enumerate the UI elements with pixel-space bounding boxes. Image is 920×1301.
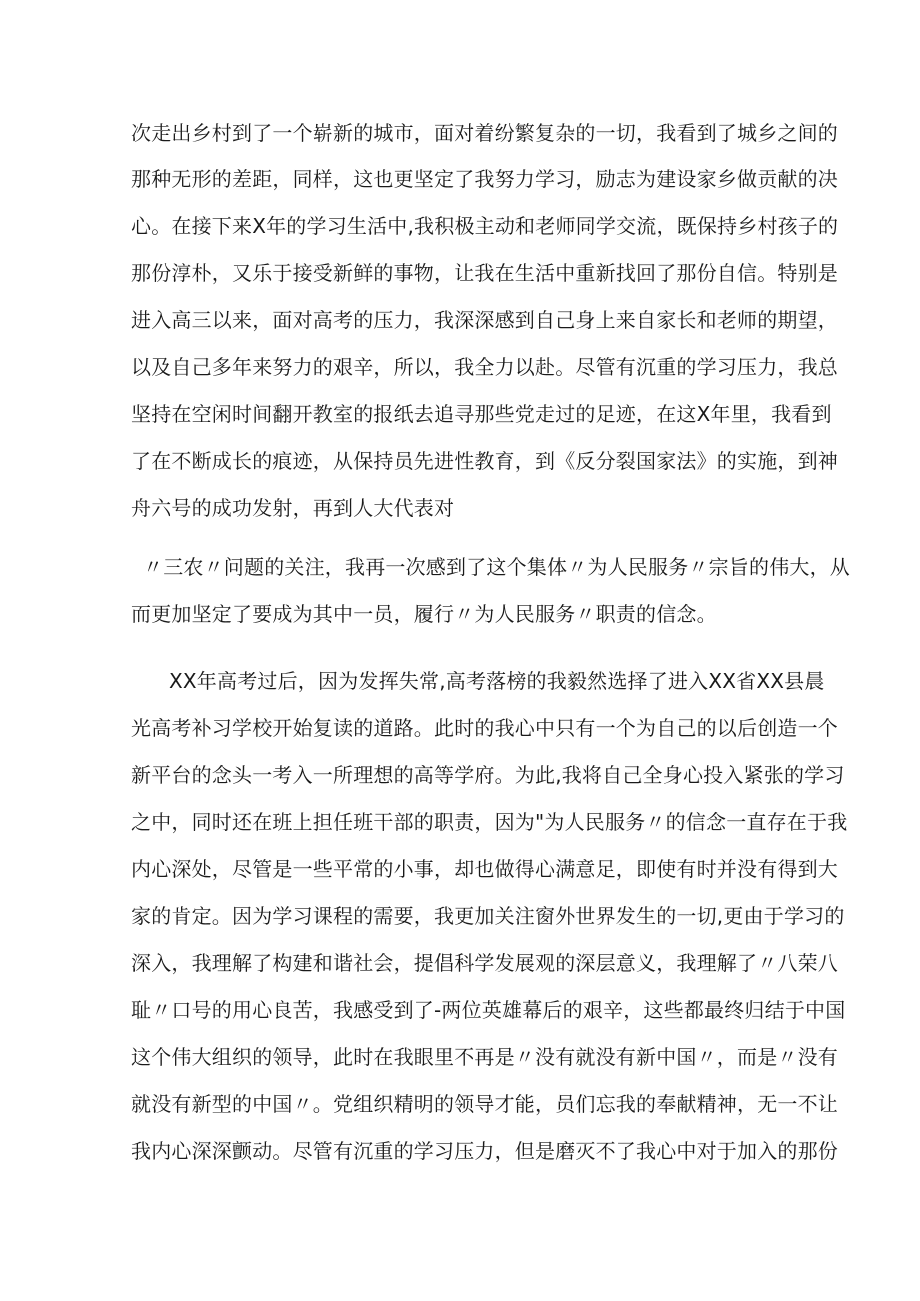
body-text-line: 那份淳朴，又乐于接受新鲜的事物，让我在生活中重新找回了那份自信。特别是 <box>131 261 838 285</box>
body-text-line: 次走出乡村到了一个崭新的城市，面对着纷繁复杂的一切，我看到了城乡之间的 <box>131 121 838 145</box>
body-text-line: 而更加坚定了要成为其中一员，履行〃为人民服务〃职责的信念。 <box>131 602 717 626</box>
body-text-line: 这个伟大组织的领导，此时在我眼里不再是〃没有就没有新中国〃，而是〃没有 <box>131 1045 838 1069</box>
body-text-line: 〃三农〃问题的关注，我再一次感到了这个集体〃为人民服务〃宗旨的伟大，从 <box>143 555 850 579</box>
body-text-line: 那种无形的差距，同样，这也更坚定了我努力学习，励志为建设家乡做贡献的决 <box>131 167 838 191</box>
body-text-line: 进入高三以来，面对高考的压力，我深深感到自己身上来自家长和老师的期望， <box>131 308 838 332</box>
body-text-line: 光高考补习学校开始复读的道路。此时的我心中只有一个为自己的以后创造一个 <box>131 716 838 740</box>
body-text-line: 就没有新型的中国〃。党组织精明的领导才能，员们忘我的奉献精神，无一不让 <box>131 1092 838 1116</box>
body-text-line: 家的肯定。因为学习课程的需要，我更加关注窗外世界发生的一切,更由于学习的 <box>131 904 845 928</box>
body-text-line: 耻〃口号的用心良苦，我感受到了-两位英雄幕后的艰辛，这些都最终归结于中国 <box>131 998 846 1022</box>
body-text-line: 深入，我理解了构建和谐社会，提倡科学发展观的深层意义，我理解了〃八荣八 <box>131 951 838 975</box>
body-text-line: 内心深处，尽管是一些平常的小事，却也做得心满意足，即使有时并没有得到大 <box>131 857 838 881</box>
body-text-line: 心。在接下来X年的学习生活中,我积极主动和老师同学交流，既保持乡村孩子的 <box>131 214 839 238</box>
body-text-line: XX年高考过后，因为发挥失常,高考落榜的我毅然选择了进入XX省XX县晨 <box>169 669 825 693</box>
body-text-line: 舟六号的成功发射，再到人大代表对 <box>131 496 455 520</box>
body-text-line: 了在不断成长的痕迹，从保持员先进性教育，到《反分裂国家法》的实施，到神 <box>131 449 838 473</box>
body-text-line: 我内心深深颤动。尽管有沉重的学习压力，但是磨灭不了我心中对于加入的那份 <box>131 1139 838 1163</box>
body-text-line: 以及自己多年来努力的艰辛，所以，我全力以赴。尽管有沉重的学习压力，我总 <box>131 355 838 379</box>
body-text-line: 之中，同时还在班上担任班干部的职责，因为"为人民服务〃的信念一直存在于我 <box>131 810 848 834</box>
body-text-line: 坚持在空闲时间翻开教室的报纸去追寻那些党走过的足迹，在这X年里，我看到 <box>131 402 832 426</box>
body-text-line: 新平台的念头一考入一所理想的高等学府。为此,我将自己全身心投入紧张的学习 <box>131 763 845 787</box>
